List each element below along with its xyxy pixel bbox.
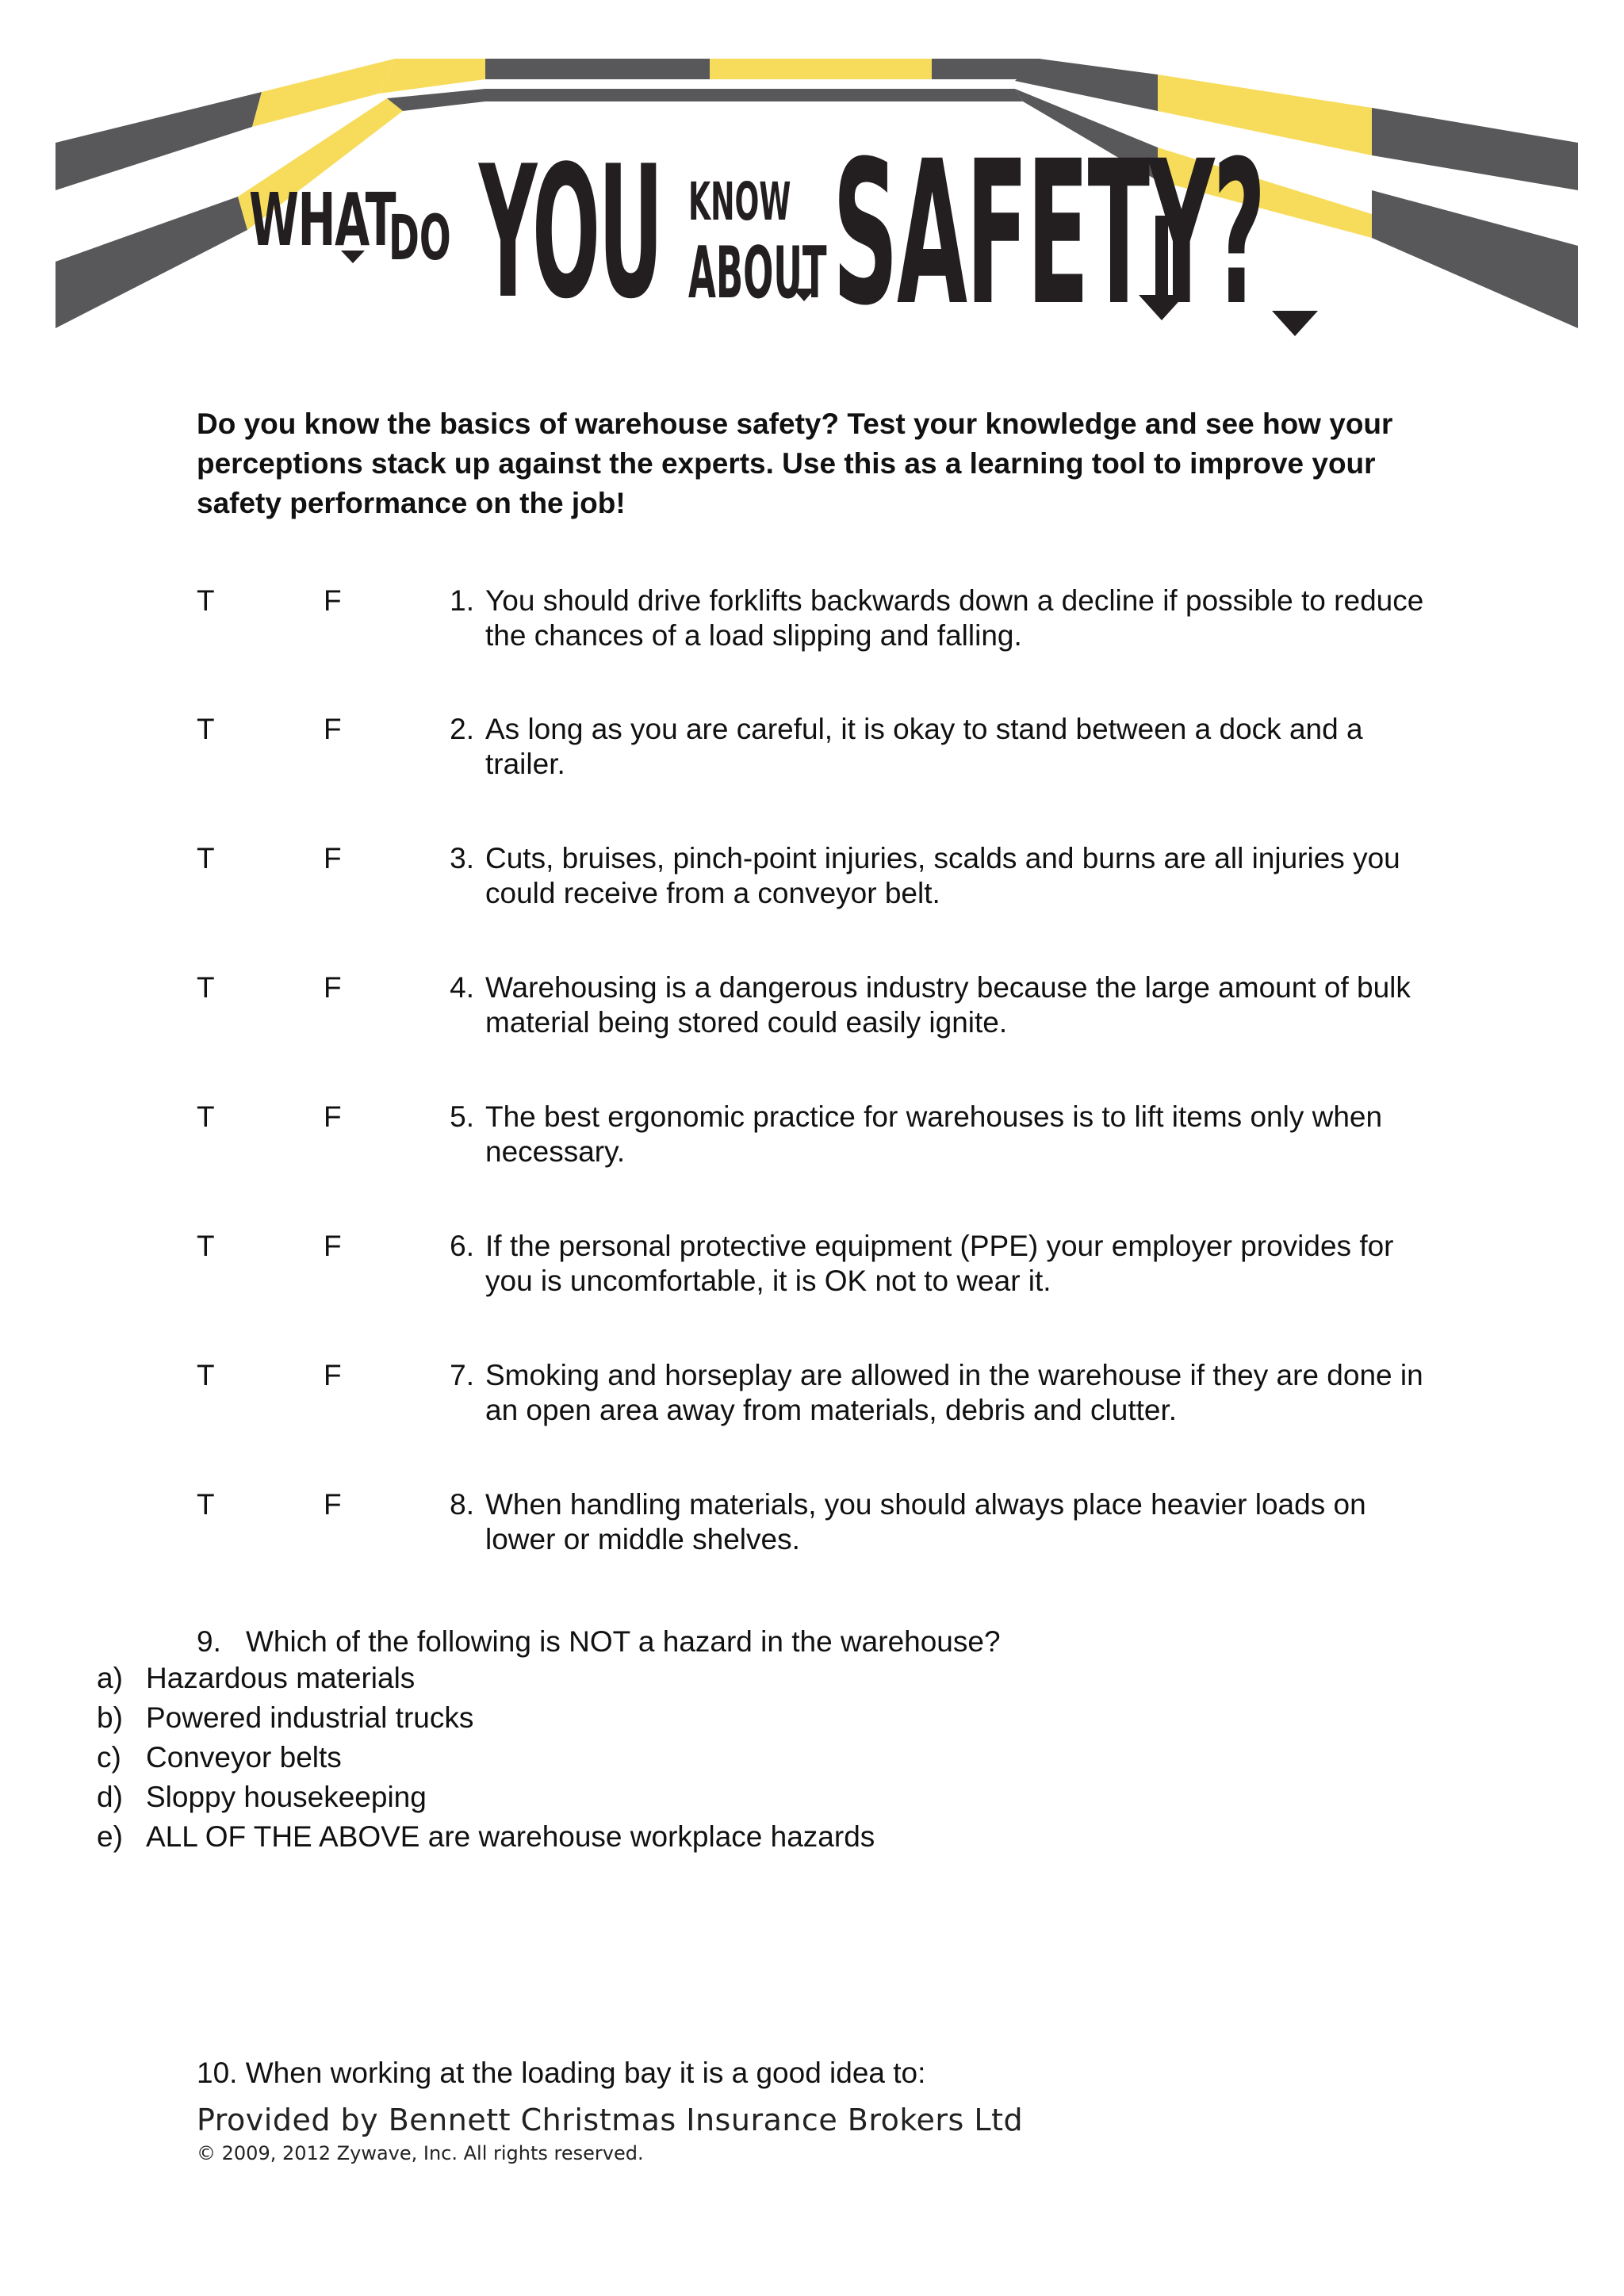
title-word-know: KNOW bbox=[688, 171, 791, 232]
copyright-notice: © 2009, 2012 Zywave, Inc. All rights reserved. bbox=[197, 2142, 644, 2164]
question-number: 3. bbox=[450, 842, 474, 874]
option-letter: b) bbox=[97, 1701, 123, 1734]
stripe-top-yellow-1 bbox=[379, 59, 485, 94]
title-word-about: ABOUT bbox=[688, 232, 827, 315]
option-letter: e) bbox=[97, 1820, 123, 1853]
stripe-mid-yellow-1 bbox=[485, 89, 710, 101]
question-text: When handling materials, you should always place heavier loads on lower or middle shelves. bbox=[485, 1488, 1366, 1556]
stripe-right-dark-top-2 bbox=[1372, 108, 1578, 190]
false-option[interactable]: F bbox=[324, 1230, 342, 1262]
false-option[interactable]: F bbox=[324, 1488, 342, 1521]
question-text: As long as you are careful, it is okay to stand between a dock and a trailer. bbox=[485, 713, 1363, 780]
title-word-safety: SAFETY? bbox=[833, 118, 1265, 349]
false-option[interactable]: F bbox=[324, 971, 342, 1004]
true-option[interactable]: T bbox=[197, 713, 215, 745]
intro-paragraph: Do you know the basics of warehouse safety? Test your knowledge and see how your perceptions stack up against the experts. Use this as a learning tool to improve your safety performance on the job! bbox=[197, 408, 1393, 519]
question-number: 8. bbox=[450, 1488, 474, 1521]
option-letter: c) bbox=[97, 1741, 121, 1774]
question-text: The best ergonomic practice for warehouses is to lift items only when necessary. bbox=[485, 1100, 1383, 1168]
option-text: Powered industrial trucks bbox=[146, 1701, 474, 1734]
arrow-down-icon-2 bbox=[1272, 311, 1318, 336]
question-text: Smoking and horseplay are allowed in the warehouse if they are done in an open area away from materials, debris and clutter. bbox=[485, 1359, 1423, 1426]
option-letter: a) bbox=[97, 1662, 123, 1694]
stripe-left-dark-bottom bbox=[56, 197, 247, 328]
option-text: ALL OF THE ABOVE are warehouse workplace hazards bbox=[146, 1820, 875, 1853]
question-number: 5. bbox=[450, 1100, 474, 1133]
question-text: You should drive forklifts backwards down a decline if possible to reduce the chances of a load slipping and falling. bbox=[485, 584, 1424, 652]
true-option[interactable]: T bbox=[197, 1230, 215, 1262]
question-text: If the personal protective equipment (PPE) your employer provides for you is uncomfortable, it is OK not to wear it. bbox=[485, 1230, 1394, 1297]
stripe-mid-dark-1 bbox=[387, 89, 485, 111]
stripe-right-dark-bottom bbox=[1372, 190, 1578, 328]
question-10: 10. When working at the loading bay it is a good idea to: bbox=[197, 2057, 926, 2089]
provided-by-line: Provided by Bennett Christmas Insurance Brokers Ltd bbox=[197, 2103, 1024, 2137]
option-text: Conveyor belts bbox=[146, 1741, 342, 1774]
false-option[interactable]: F bbox=[324, 842, 342, 874]
option-letter: d) bbox=[97, 1781, 123, 1813]
title-word-do: DO bbox=[389, 203, 451, 274]
stripe-top-dark-1 bbox=[485, 59, 710, 79]
question-number: 6. bbox=[450, 1230, 474, 1262]
question-number: 4. bbox=[450, 971, 474, 1004]
question-text: Cuts, bruises, pinch-point injuries, scalds and burns are all injuries you could receive from a conveyor belt. bbox=[485, 842, 1400, 909]
title-word-you: YOU bbox=[479, 128, 661, 339]
true-option[interactable]: T bbox=[197, 1488, 215, 1521]
true-option[interactable]: T bbox=[197, 1359, 215, 1391]
false-option[interactable]: F bbox=[324, 584, 342, 617]
option-text: Sloppy housekeeping bbox=[146, 1781, 427, 1813]
false-option[interactable]: F bbox=[324, 1359, 342, 1391]
option-text: Hazardous materials bbox=[146, 1662, 416, 1694]
true-option[interactable]: T bbox=[197, 1100, 215, 1133]
question-text: Which of the following is NOT a hazard in the warehouse? bbox=[246, 1625, 1001, 1658]
false-option[interactable]: F bbox=[324, 713, 342, 745]
question-number: 9. bbox=[197, 1625, 221, 1658]
question-number: 2. bbox=[450, 713, 474, 745]
question-number: 7. bbox=[450, 1359, 474, 1391]
true-option[interactable]: T bbox=[197, 842, 215, 874]
question-text: Warehousing is a dangerous industry because the large amount of bulk material being stored could easily ignite. bbox=[485, 971, 1411, 1039]
true-option[interactable]: T bbox=[197, 584, 215, 617]
false-option[interactable]: F bbox=[324, 1100, 342, 1133]
stripe-left-dark-top bbox=[56, 92, 262, 190]
stripe-top-yellow-2 bbox=[710, 59, 932, 79]
stripe-mid-dark-2 bbox=[710, 89, 1023, 101]
question-number: 1. bbox=[450, 584, 474, 617]
true-option[interactable]: T bbox=[197, 971, 215, 1004]
title-word-what: WHAT bbox=[249, 178, 396, 262]
